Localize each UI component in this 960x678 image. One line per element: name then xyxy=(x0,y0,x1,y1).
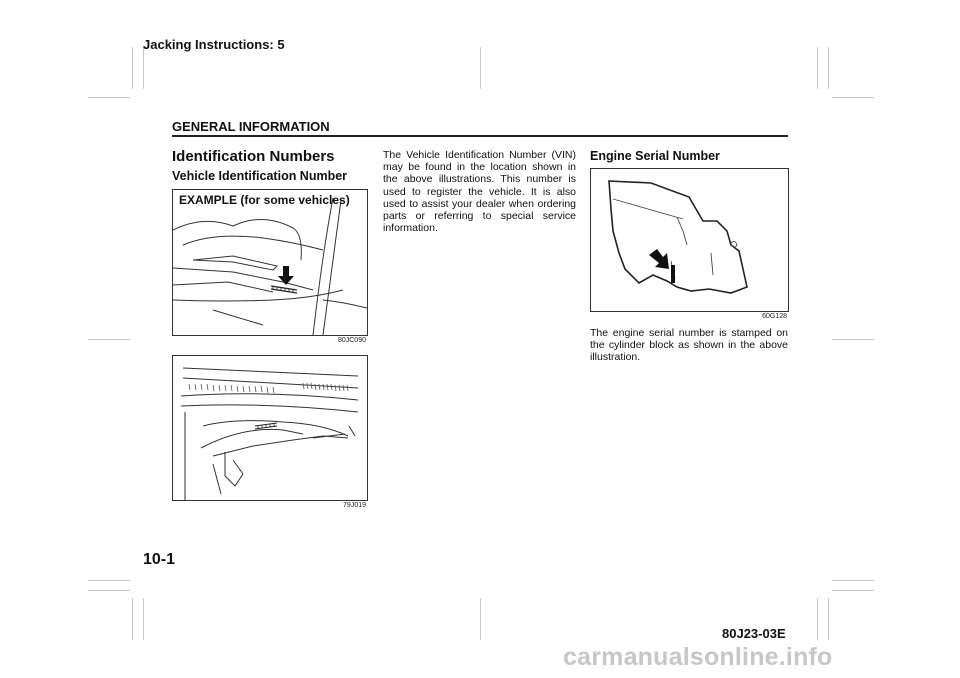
page-heading: Identification Numbers xyxy=(172,148,335,165)
figure-caption: 80JC090 xyxy=(337,337,366,344)
crop-mark xyxy=(832,97,874,98)
vin-plate-icon xyxy=(271,286,297,293)
crop-mark xyxy=(828,47,829,89)
engine-block-illustration xyxy=(591,169,788,311)
page-number: 10-1 xyxy=(143,551,176,568)
crop-mark xyxy=(88,590,130,591)
running-title: Jacking Instructions: 5 xyxy=(143,37,285,52)
vin-subheading: Vehicle Identification Number xyxy=(172,169,348,183)
crop-mark xyxy=(832,580,874,581)
vin-figure-1 xyxy=(172,189,368,336)
figure-caption: 60G128 xyxy=(762,313,787,320)
document-code: 80J23-03E xyxy=(722,626,786,641)
crop-mark xyxy=(88,580,130,581)
frame-vin-illustration xyxy=(173,356,367,500)
crop-mark xyxy=(817,47,818,89)
crop-mark xyxy=(832,590,874,591)
engine-serial-paragraph: The engine serial number is stamped on the cylinder block as shown in the above illustration. xyxy=(590,327,788,364)
vin-paragraph: The Vehicle Identification Number (VIN) may be found in the location shown in the above illustrations. This number is used to register the vehicle. It is also used to assist your dealer when ordering parts or referring to special service information. xyxy=(383,149,576,235)
engine-figure xyxy=(590,168,789,312)
crop-mark xyxy=(817,598,818,640)
crop-mark xyxy=(88,339,130,340)
crop-mark xyxy=(132,598,133,640)
crop-mark xyxy=(132,47,133,89)
arrow-icon xyxy=(649,249,669,269)
crop-mark xyxy=(480,598,481,640)
vin-figure-2 xyxy=(172,355,368,501)
crop-mark xyxy=(88,97,130,98)
serial-number-stamp xyxy=(671,265,675,283)
vin-plate-icon xyxy=(255,423,277,429)
crop-mark xyxy=(480,47,481,89)
crop-mark xyxy=(143,598,144,640)
arrow-down-icon xyxy=(278,266,294,285)
dashboard-vin-illustration xyxy=(173,190,367,335)
engine-serial-heading: Engine Serial Number xyxy=(590,149,720,163)
crop-mark xyxy=(828,598,829,640)
section-title: GENERAL INFORMATION xyxy=(172,119,330,134)
header-rule xyxy=(172,135,788,137)
watermark: carmanualsonline.info xyxy=(563,643,833,671)
figure-caption: 79J019 xyxy=(343,502,366,509)
figure-label: EXAMPLE (for some vehicles) xyxy=(179,193,350,207)
crop-mark xyxy=(143,47,144,89)
crop-mark xyxy=(832,339,874,340)
